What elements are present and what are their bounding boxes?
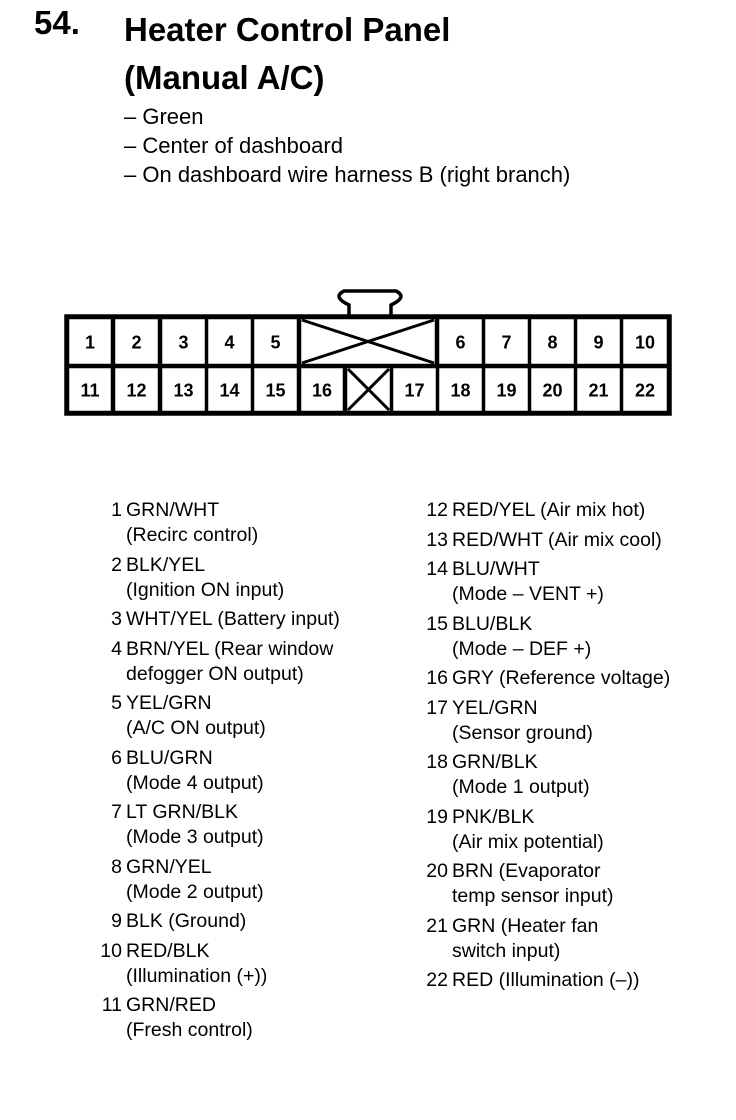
pin-label: 13 <box>173 380 194 401</box>
pin-label: 14 <box>219 380 240 401</box>
pin-number: 9 <box>111 910 122 932</box>
pin-number: 8 <box>111 855 122 878</box>
pin-item <box>90 746 390 796</box>
pin-description: RED/WHT (Air mix cool) <box>452 528 662 551</box>
pin-item <box>90 939 390 989</box>
pin-description: GRN/RED (Fresh control) <box>126 994 253 1041</box>
pin-label: 2 <box>131 332 142 353</box>
pin-number: 12 <box>426 499 448 521</box>
pin-description: RED (Illumination (–)) <box>452 969 640 991</box>
detail-color: – Green <box>124 102 570 131</box>
pin-item <box>416 498 726 523</box>
pin-item <box>90 691 390 741</box>
pin-item <box>416 696 726 746</box>
pin-label: 18 <box>450 380 471 401</box>
pin-item <box>90 637 390 687</box>
pin-item <box>416 805 726 855</box>
pin-list-right <box>416 498 726 998</box>
pin-item <box>416 859 726 909</box>
pin-item <box>416 750 726 800</box>
pin-number: 4 <box>111 637 122 660</box>
pin-number: 13 <box>426 528 448 551</box>
pin-label: 21 <box>588 380 609 401</box>
pin-number: 6 <box>111 746 122 769</box>
pin-label: 5 <box>270 332 281 353</box>
pin-label: 4 <box>224 332 235 353</box>
pin-label: 8 <box>547 332 558 353</box>
pin-description: YEL/GRN (A/C ON output) <box>126 692 266 739</box>
pin-number: 5 <box>111 692 122 714</box>
pin-description: GRN/WHT (Recirc control) <box>126 499 259 546</box>
pin-description: BLU/WHT (Mode – VENT +) <box>452 558 604 605</box>
title-line-2: (Manual A/C) <box>124 59 325 96</box>
pin-label: 20 <box>542 380 563 401</box>
pin-description: GRY (Reference voltage) <box>452 667 671 689</box>
pin-item <box>416 528 726 553</box>
pin-description: GRN/YEL (Mode 2 output) <box>126 855 264 903</box>
pin-item <box>416 666 726 691</box>
pin-number: 15 <box>426 612 448 635</box>
pin-number: 7 <box>111 801 122 823</box>
pin-list-left <box>90 498 390 1048</box>
pin-description: BLU/BLK (Mode – DEF +) <box>452 612 592 660</box>
pin-number: 10 <box>100 939 122 962</box>
pin-label: 1 <box>84 332 96 353</box>
pin-number: 19 <box>426 805 448 828</box>
pin-item <box>90 553 390 603</box>
pin-description: YEL/GRN (Sensor ground) <box>452 696 593 744</box>
pin-description: BLK/YEL (Ignition ON input) <box>126 553 285 601</box>
pin-description: BRN (Evaporator temp sensor input) <box>452 860 614 907</box>
pin-description: GRN (Heater fan switch input) <box>452 914 599 962</box>
pin-item <box>90 993 390 1043</box>
connector-latch <box>339 291 401 316</box>
pin-description: GRN/BLK (Mode 1 output) <box>452 751 590 798</box>
pin-label: 3 <box>178 332 189 353</box>
connector-diagram <box>0 0 736 430</box>
pin-label: 15 <box>265 380 286 401</box>
pin-item <box>416 914 726 964</box>
pin-number: 14 <box>426 558 448 580</box>
pin-number: 2 <box>111 553 122 576</box>
pin-description: BLU/GRN (Mode 4 output) <box>126 746 264 794</box>
pin-item <box>90 498 390 548</box>
pin-number: 21 <box>426 914 448 937</box>
pin-description: BLK (Ground) <box>126 910 247 932</box>
pin-label: 10 <box>634 332 656 353</box>
pin-number: 17 <box>426 696 448 719</box>
pin-item <box>416 968 726 993</box>
pin-description: RED/BLK (Illumination (+)) <box>126 939 268 987</box>
pin-number: 20 <box>426 860 448 882</box>
pin-item <box>90 909 390 934</box>
pin-label: 19 <box>496 380 517 401</box>
pin-description: PNK/BLK (Air mix potential) <box>452 805 604 853</box>
pin-number: 11 <box>101 994 122 1016</box>
pin-number: 16 <box>426 667 448 689</box>
pin-label: 7 <box>501 332 512 353</box>
pin-label: 12 <box>126 380 147 401</box>
pin-label: 9 <box>593 332 604 353</box>
pin-label: 11 <box>80 380 100 401</box>
pin-description: RED/YEL (Air mix hot) <box>452 499 646 521</box>
title-line-1: Heater Control Panel <box>124 11 451 48</box>
pin-description: LT GRN/BLK (Mode 3 output) <box>126 801 264 848</box>
pin-description: WHT/YEL (Battery input) <box>126 608 340 630</box>
pin-item <box>416 557 726 607</box>
section-number: 54. <box>34 4 80 41</box>
pin-item <box>416 612 726 662</box>
pin-item <box>90 800 390 850</box>
pin-label: 17 <box>404 380 425 401</box>
pin-item <box>90 607 390 632</box>
detail-location: – Center of dashboard <box>124 131 570 160</box>
pin-label: 22 <box>634 380 656 401</box>
pin-description: BRN/YEL (Rear window defogger ON output) <box>126 637 334 685</box>
pin-label: 6 <box>455 332 466 353</box>
pin-number: 22 <box>426 969 448 991</box>
pin-label: 16 <box>311 380 333 401</box>
pin-number: 1 <box>111 499 122 521</box>
detail-harness: – On dashboard wire harness B (right branch) <box>124 160 570 189</box>
pin-item <box>90 855 390 905</box>
pin-number: 3 <box>111 608 122 630</box>
pin-number: 18 <box>426 751 448 773</box>
